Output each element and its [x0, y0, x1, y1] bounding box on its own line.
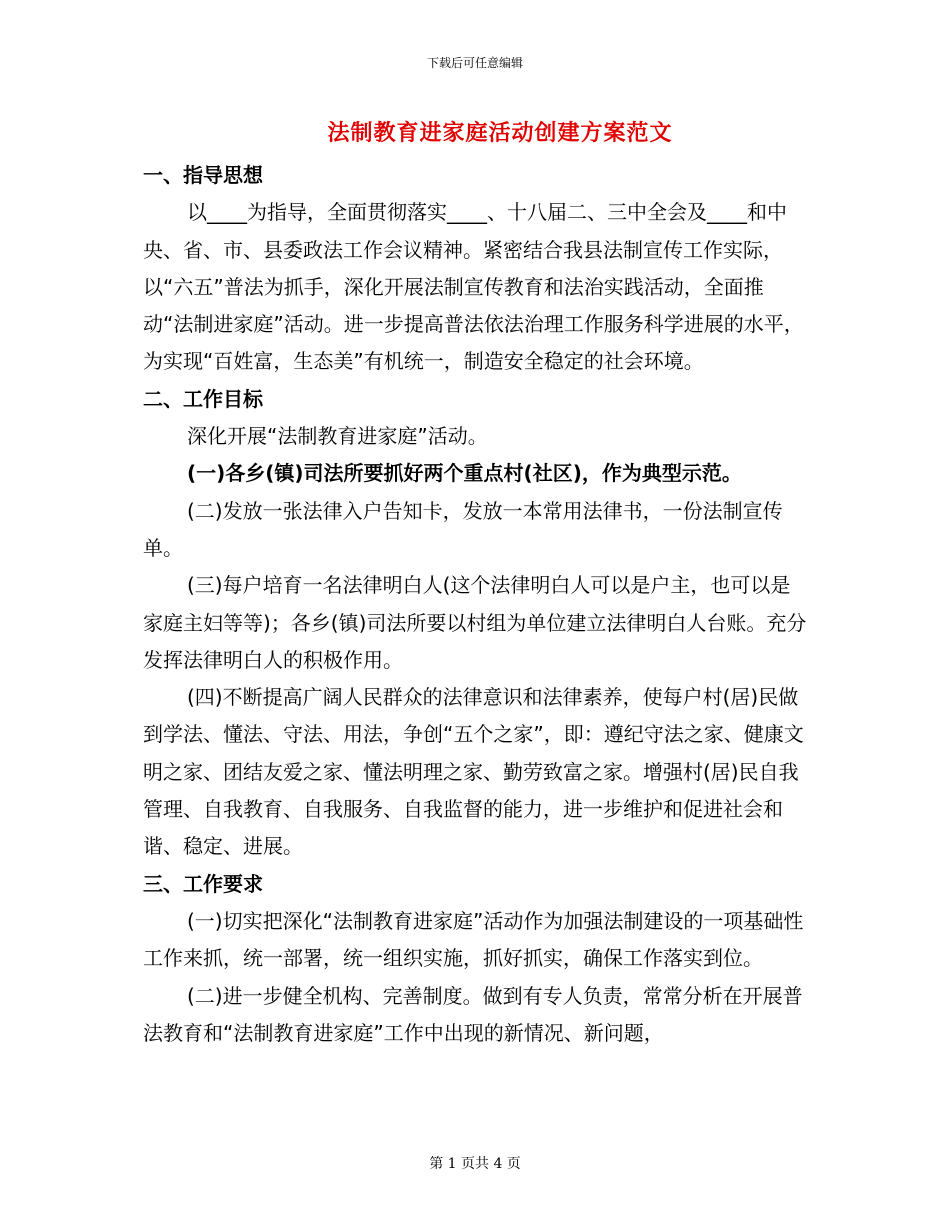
paragraph: 以____为指导，全面贯彻落实____、十八届二、三中全会及____和中央、省、市、县委政法工作会议精神。紧密结合我县法制宣传工作实际，以“六五”普法为抓手，深化开展法制宣传教育和法治实践活动，全面推动“法制进家庭”活动。进一步提高普法依法治理工作服务科学进展的水平，为实现“百姓富，生态美”有机统一，制造安全稳定的社会环境。 — [143, 200, 804, 374]
section-heading-1: 一、指导思想 — [143, 163, 263, 187]
page-footer: 第 1 页共 4 页 — [429, 1156, 521, 1172]
section-heading-2: 二、工作目标 — [143, 386, 263, 411]
paragraph: (二)进一步健全机构、完善制度。做到有专人负责，常常分析在开展普法教育和“法制教育进家庭”工作中出现的新情况、新问题， — [143, 983, 803, 1045]
header-note: 下载后可任意编辑 — [426, 56, 523, 70]
paragraph: (一)切实把深化“法制教育进家庭”活动作为加强法制建设的一项基础性工作来抓，统一部署，统一组织实施，抓好抓实，确保工作落实到位。 — [143, 908, 804, 971]
document-title: 法制教育进家庭活动创建方案范文 — [327, 120, 673, 146]
paragraph: (四)不断提高广阔人民群众的法律意识和法律素养，使每户村(居)民做到学法、懂法、守法、用法，争创“五个之家”，即：遵纪守法之家、健康文明之家、团结友爱之家、懂法明理之家、勤劳致富之家。增强村(居)民自我管理、自我教育、自我服务、自我监督的能力，进一步维护和促进社会和谐、稳定、进展。 — [143, 685, 804, 859]
paragraph: 深化开展“法制教育进家庭”活动。 — [187, 424, 488, 449]
paragraph: (三)每户培育一名法律明白人(这个法律明白人可以是户主，也可以是家庭主妇等等)；各乡(镇)司法所要以村组为单位建立法律明白人台账。充分发挥法律明白人的积极作用。 — [143, 573, 807, 672]
section-heading-3: 三、工作要求 — [143, 871, 263, 896]
paragraph-bold: (一)各乡(镇)司法所要抓好两个重点村(社区)，作为典型示范。 — [187, 461, 742, 486]
document-body — [143, 157, 807, 1052]
paragraph: (二)发放一张法律入户告知卡，发放一本常用法律书，一份法制宣传单。 — [143, 498, 783, 560]
